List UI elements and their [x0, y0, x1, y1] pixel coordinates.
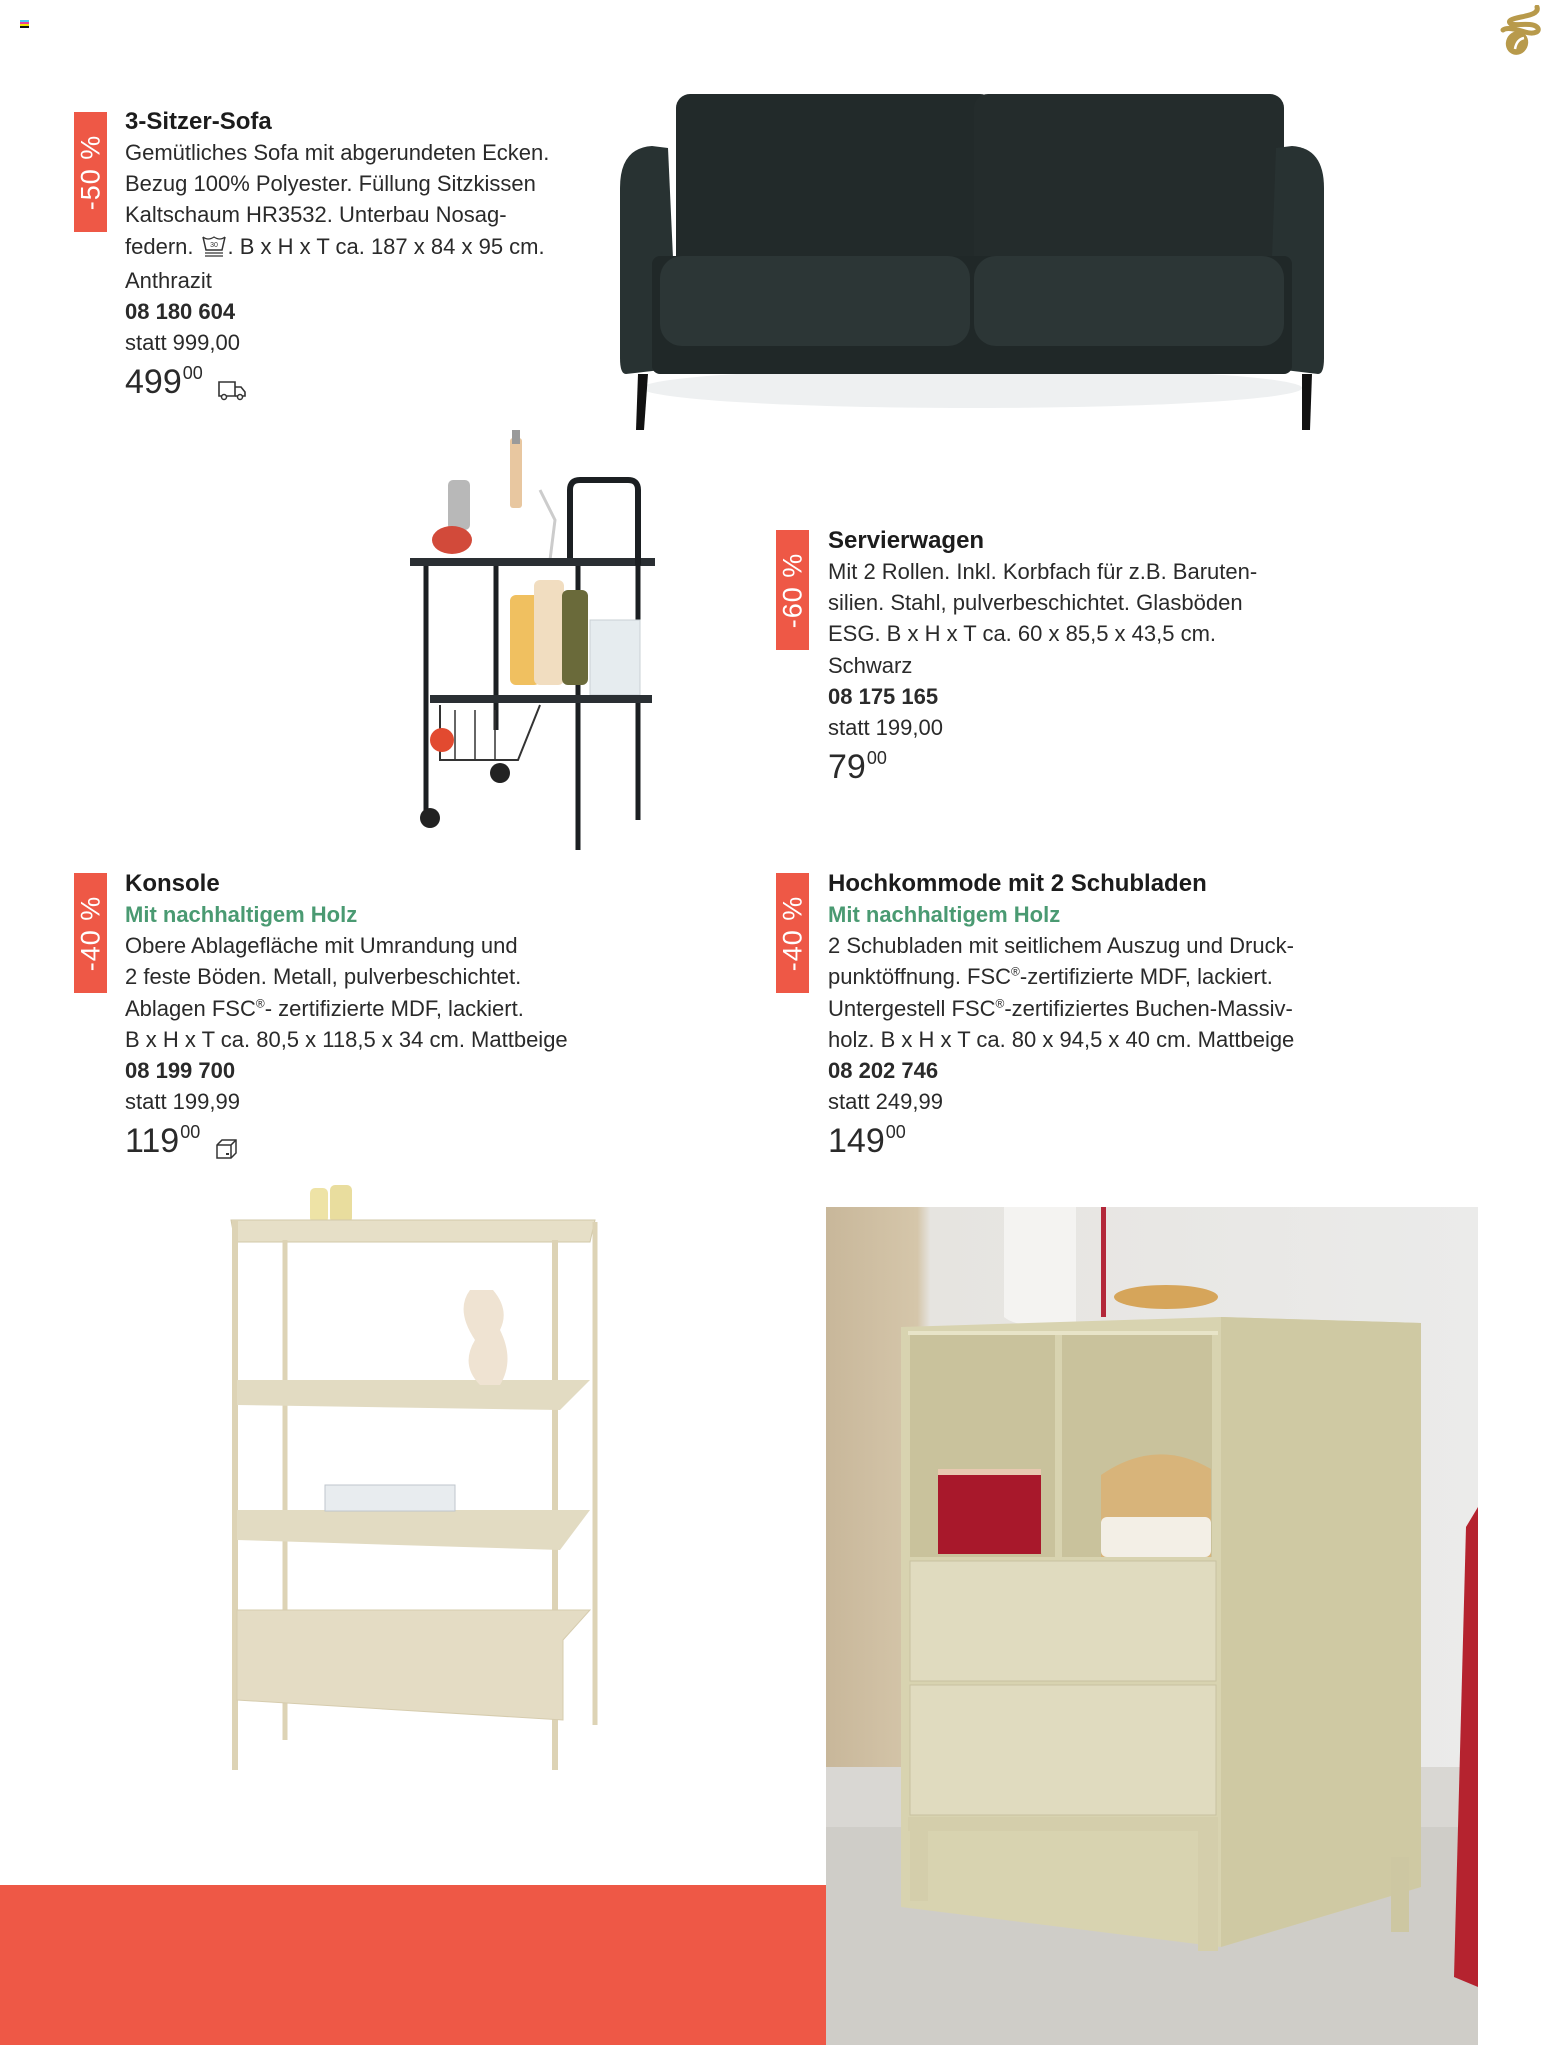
description-line: Obere Ablagefläche mit Umrandung und	[125, 933, 518, 959]
description-line: 2 feste Böden. Metall, pulverbeschichtet.	[125, 964, 522, 990]
description-line: Kaltschaum HR3532. Unterbau Nosag-	[125, 202, 507, 228]
dresser-photo	[826, 1207, 1478, 2045]
product-konsole	[125, 868, 685, 1169]
package-icon	[214, 1129, 238, 1169]
footer-color-bar	[0, 1885, 826, 2045]
article-number: 08 199 700	[125, 1058, 236, 1084]
truck-icon	[217, 370, 247, 410]
sofa-image	[612, 88, 1332, 438]
product-sofa	[125, 106, 595, 410]
print-color-marks	[20, 20, 29, 28]
description-line: 2 Schubladen mit seitlichem Auszug und Druck-	[828, 933, 1294, 959]
discount-badge	[776, 530, 809, 650]
description-line: silien. Stahl, pulverbeschichtet. Glasböden	[828, 590, 1243, 616]
price: 149 $^{00}$	[828, 1122, 906, 1161]
price: 119 $^{00}$	[125, 1121, 685, 1169]
article-number: 08 175 165	[828, 683, 939, 709]
color-label: Anthrazit	[125, 267, 212, 293]
description-line: Untergestell FSC®-zertifiziertes Buchen-Massiv-	[828, 995, 1293, 1021]
old-price: statt 999,00	[125, 330, 240, 356]
product-title: Hochkommode mit 2 Schubladen	[828, 870, 1207, 897]
product-servierwagen	[828, 525, 1328, 787]
old-price: statt 199,99	[125, 1089, 240, 1115]
product-title: 3-Sitzer-Sofa	[125, 108, 272, 135]
old-price: statt 199,00	[828, 715, 943, 741]
discount-badge	[74, 873, 107, 993]
console-shelf-image	[225, 1180, 605, 1780]
description-line: holz. B x H x T ca. 80 x 94,5 x 40 cm. Mattbeige	[828, 1026, 1295, 1052]
wash-30-icon	[202, 234, 226, 265]
color-label: Schwarz	[828, 652, 913, 678]
old-price: statt 249,99	[828, 1089, 943, 1115]
discount-badge	[776, 873, 809, 993]
product-title: Servierwagen	[828, 527, 985, 554]
product-title: Konsole	[125, 870, 220, 897]
description-line: punktöffnung. FSC®-zertifizierte MDF, lackiert.	[828, 964, 1273, 990]
description-line: B x H x T ca. 80,5 x 118,5 x 34 cm. Mattbeige	[125, 1026, 568, 1052]
article-number: 08 202 746	[828, 1058, 939, 1084]
discount-badge	[74, 112, 107, 232]
price: 499 $^{00}$	[125, 362, 595, 410]
sustainability-label: Mit nachhaltigem Holz	[828, 902, 1061, 927]
tchibo-logo-icon[interactable]	[1497, 5, 1543, 57]
description-line: federn. 30 . B x H x T ca. 187 x 84 x 95 cm.	[125, 231, 595, 265]
description-line: Bezug 100% Polyester. Füllung Sitzkissen	[125, 171, 536, 197]
serving-trolley-image	[400, 430, 670, 850]
discount-label: -50 %	[75, 134, 106, 210]
discount-label: -60 %	[777, 552, 808, 628]
sustainability-label: Mit nachhaltigem Holz	[125, 902, 358, 927]
description-line: Gemütliches Sofa mit abgerundeten Ecken.	[125, 140, 550, 165]
description-line: Mit 2 Rollen. Inkl. Korbfach für z.B. Baruten-	[828, 559, 1258, 584]
discount-label: -40 %	[75, 895, 106, 971]
discount-label: -40 %	[777, 895, 808, 971]
description-line: Ablagen FSC®- zertifizierte MDF, lackiert.	[125, 995, 524, 1021]
product-hochkommode	[828, 868, 1388, 1161]
price: 79 $^{00}$	[828, 748, 887, 787]
svg-text:30: 30	[209, 241, 218, 249]
description-line: ESG. B x H x T ca. 60 x 85,5 x 43,5 cm.	[828, 621, 1217, 647]
article-number: 08 180 604	[125, 299, 236, 325]
